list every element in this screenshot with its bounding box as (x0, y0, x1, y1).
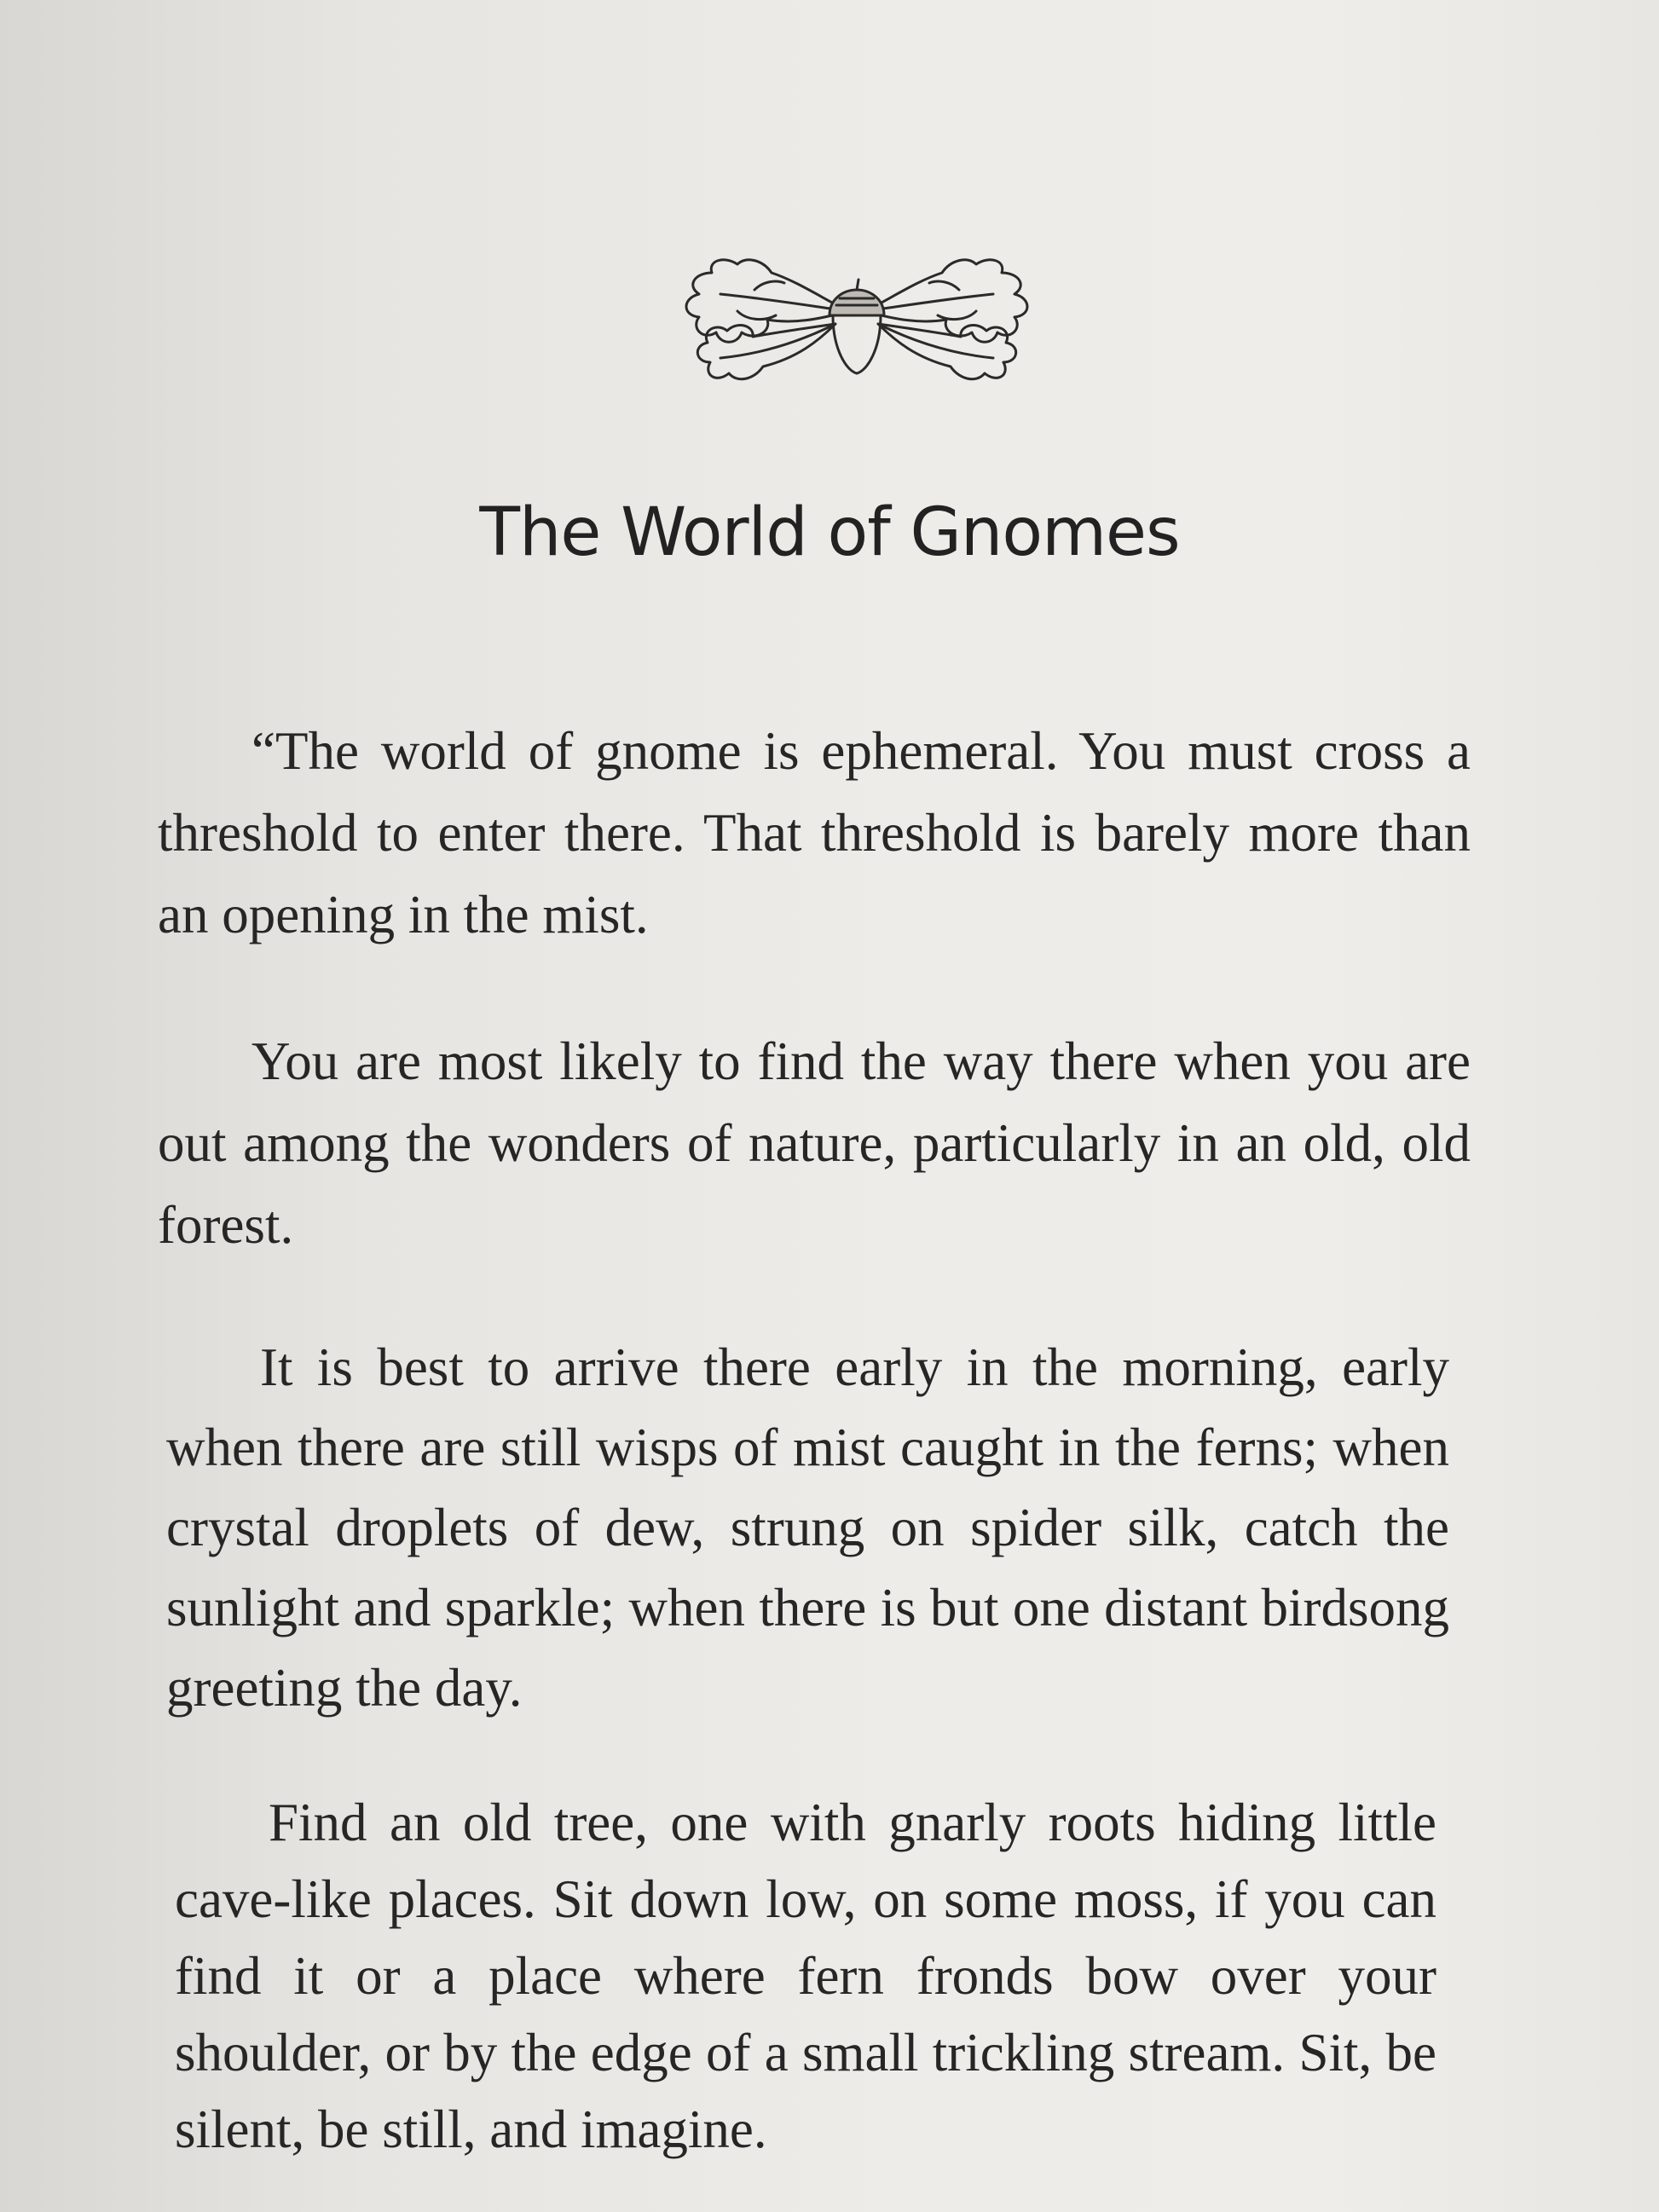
paragraph-4 (175, 1784, 1436, 2168)
paragraph-3-text: It is best to arrive there early in the morning, early when there are still wisps of mist caught in the ferns; when crystal droplets of dew, strung on spider silk, catch the sunlight and sparkle; when there is but one distant birdsong greeting the day. (166, 1337, 1449, 1718)
paragraph-2 (158, 1020, 1471, 1266)
chapter-title: The World of Gnomes (479, 494, 1180, 571)
paragraph-1 (158, 710, 1471, 956)
paragraph-2-text: You are most likely to find the way there when you are out among the wonders of nature, particularly in an old, old forest. (158, 1031, 1471, 1255)
paragraph-3 (166, 1327, 1449, 1728)
paragraph-4-text: Find an old tree, one with gnarly roots hiding little cave-like places. Sit down low, on some moss, if you can find it or a place where fern fronds bow over your shoulder, or by the edge of a small trickling stream. Sit, be silent, be still, and imagine. (175, 1793, 1436, 2159)
acorn-oak-leaves-icon (635, 230, 1078, 401)
paragraph-1-text: “The world of gnome is ephemeral. You must cross a threshold to enter there. That threshold is barely more than an opening in the mist. (158, 721, 1471, 944)
